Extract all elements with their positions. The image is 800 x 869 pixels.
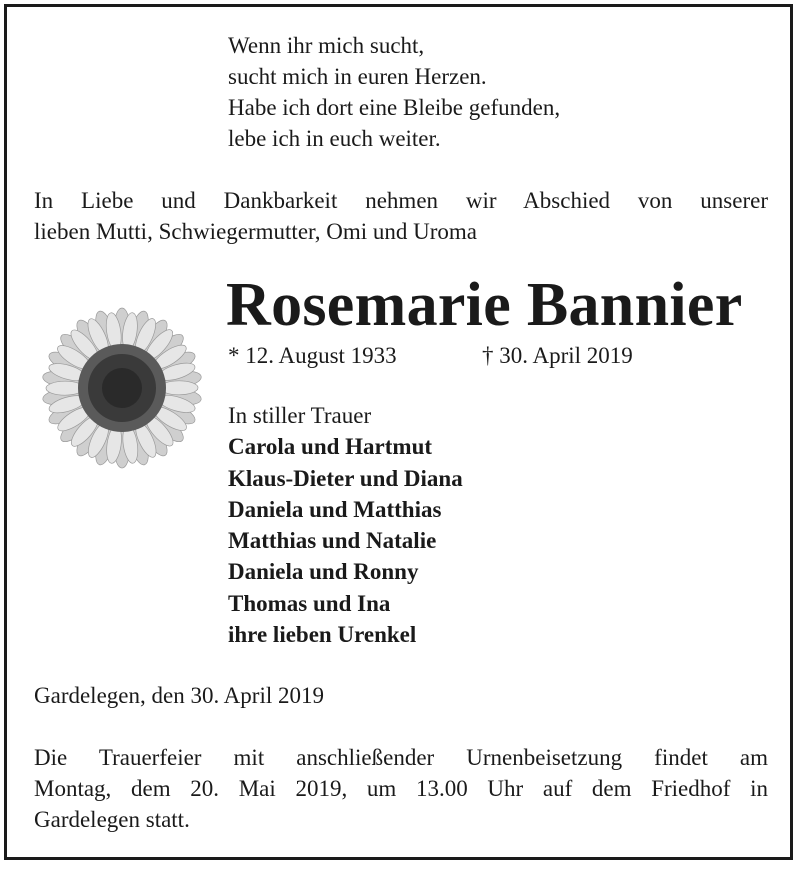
intro-line: In Liebe und Dankbarkeit nehmen wir Abschied von unserer [34, 188, 768, 213]
family-member: Daniela und Ronny [228, 559, 419, 585]
poem-line: Wenn ihr mich sucht, [228, 33, 425, 58]
ceremony-line: Montag, dem 20. Mai 2019, um 13.00 Uhr auf dem Friedhof in [34, 776, 768, 801]
poem [228, 30, 560, 154]
poem-line: lebe ich in euch weiter. [228, 126, 441, 151]
poem-line: Habe ich dort eine Bleibe gefunden, [228, 95, 561, 120]
family-member: Klaus-Dieter und Diana [228, 465, 463, 491]
intro-line: lieben Mutti, Schwiegermutter, Omi und Uroma [34, 219, 478, 244]
ceremony-line: Gardelegen statt. [34, 807, 190, 832]
ceremony-text [34, 742, 768, 835]
ceremony-line: Die Trauerfeier mit anschließender Urnenbeisetzung findet am [34, 745, 768, 770]
sunflower-center-inner [102, 368, 142, 408]
family-member: ihre lieben Urenkel [228, 622, 417, 648]
intro-text [34, 185, 768, 247]
mourning-label: In stiller Trauer [228, 403, 372, 428]
deceased-name: Rosemarie Bannier [226, 271, 743, 339]
death-date: † 30. April 2019 [482, 343, 633, 368]
family-member: Thomas und Ina [228, 590, 391, 616]
family-member: Carola und Hartmut [228, 434, 433, 460]
poem-line: sucht mich in euren Herzen. [228, 64, 487, 89]
place-date: Gardelegen, den 30. April 2019 [34, 683, 324, 708]
family-member: Matthias und Natalie [228, 528, 437, 554]
sunflower-image [30, 302, 210, 482]
mourning-block [228, 400, 463, 650]
family-member: Daniela und Matthias [228, 496, 442, 522]
birth-date: * 12. August 1933 [228, 343, 397, 368]
